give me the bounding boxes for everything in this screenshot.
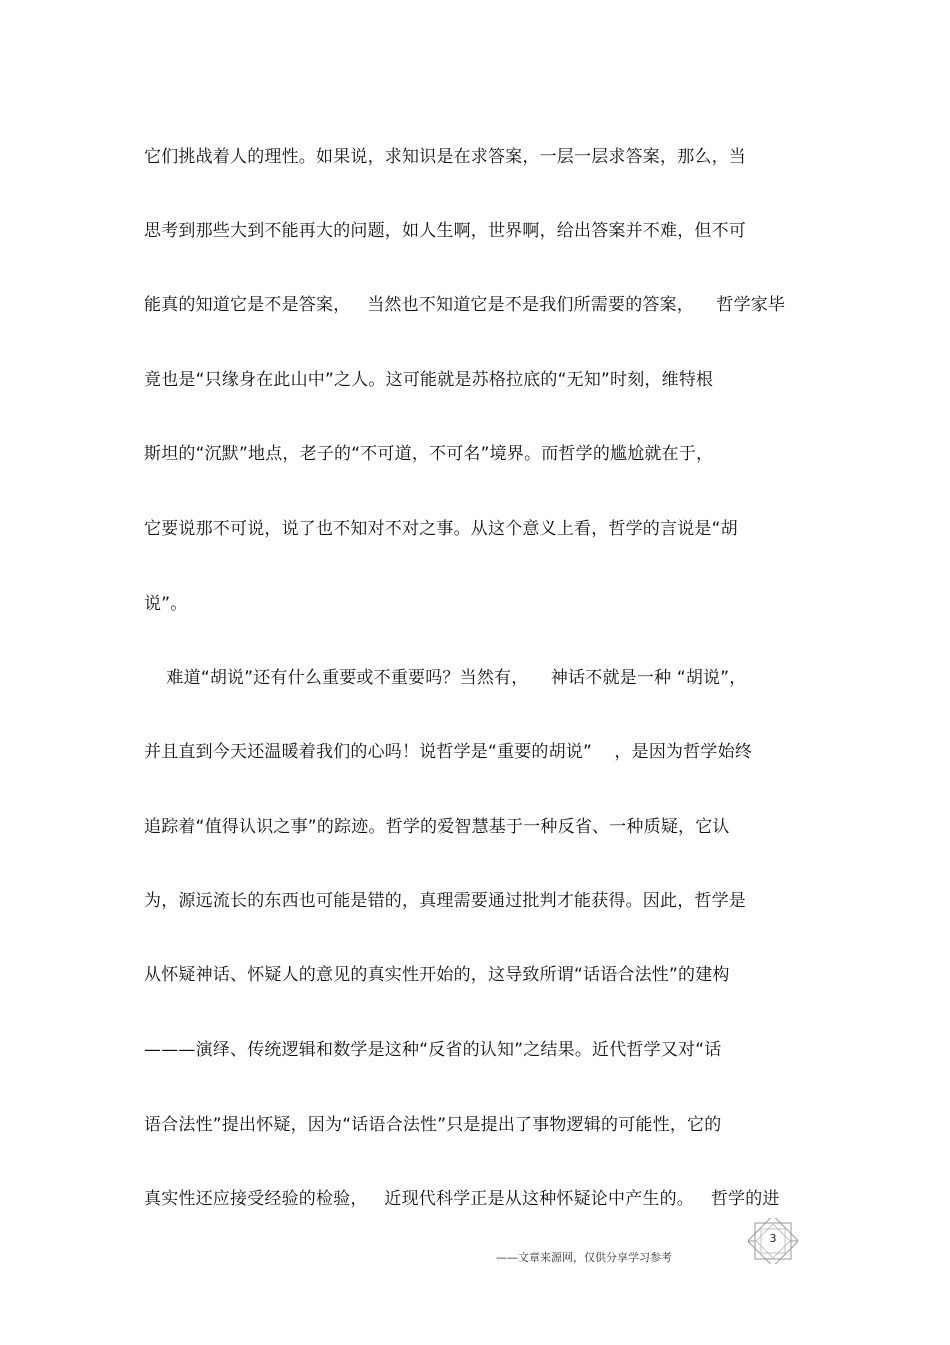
text-line: 说”。 bbox=[144, 594, 188, 614]
text-line: ———演绎、传统逻辑和数学是这种“反省的认知”之结果。近代哲学又对“话 bbox=[144, 1040, 722, 1060]
text-line: 思考到那些大到不能再大的问题，如人生啊，世界啊，给出答案并不难，但不可 bbox=[144, 221, 746, 241]
text-line: 它要说那不可说，说了也不知对不对之事。从这个意义上看，哲学的言说是“胡 bbox=[144, 519, 738, 539]
text-line: 能真的知道它是不是答案， 当然也不知道它是不是我们所需要的答案， 哲学家毕 bbox=[144, 295, 786, 315]
text-line: 斯坦的“沉默”地点，老子的“不可道，不可名”境界。而哲学的尴尬就在于， bbox=[144, 444, 714, 464]
text-line: 并且直到今天还温暖着我们的心吗！说哲学是“重要的胡说” ，是因为哲学始终 bbox=[144, 742, 753, 762]
text-line: 它们挑战着人的理性。如果说，求知识是在求答案，一层一层求答案，那么，当 bbox=[144, 147, 746, 167]
text-line: 真实性还应接受经验的检验， 近现代科学正是从这种怀疑论中产生的。 哲学的进 bbox=[144, 1189, 780, 1209]
footer-source-note: ——文章来源网，仅供分享学习参考 bbox=[496, 1251, 672, 1264]
page-number: 3 bbox=[769, 1232, 777, 1245]
text-line: 难道“胡说”还有什么重要或不重要吗？当然有， 神话不就是一种 “胡说”， bbox=[144, 668, 747, 688]
text-line: 竟也是“只缘身在此山中”之人。这可能就是苏格拉底的“无知”时刻，维特根 bbox=[144, 370, 714, 390]
text-line: 语合法性”提出怀疑，因为“话语合法性”只是提出了事物逻辑的可能性，它的 bbox=[144, 1115, 722, 1135]
text-line: 追踪着“值得认识之事”的踪迹。哲学的爱智慧基于一种反省、一种质疑，它认 bbox=[144, 817, 730, 837]
text-line: 从怀疑神话、怀疑人的意见的真实性开始的，这导致所谓“话语合法性”的建构 bbox=[144, 965, 730, 985]
page-number-badge bbox=[748, 1218, 798, 1264]
text-line: 为，源远流长的东西也可能是错的，真理需要通过批判才能获得。因此，哲学是 bbox=[144, 891, 746, 911]
